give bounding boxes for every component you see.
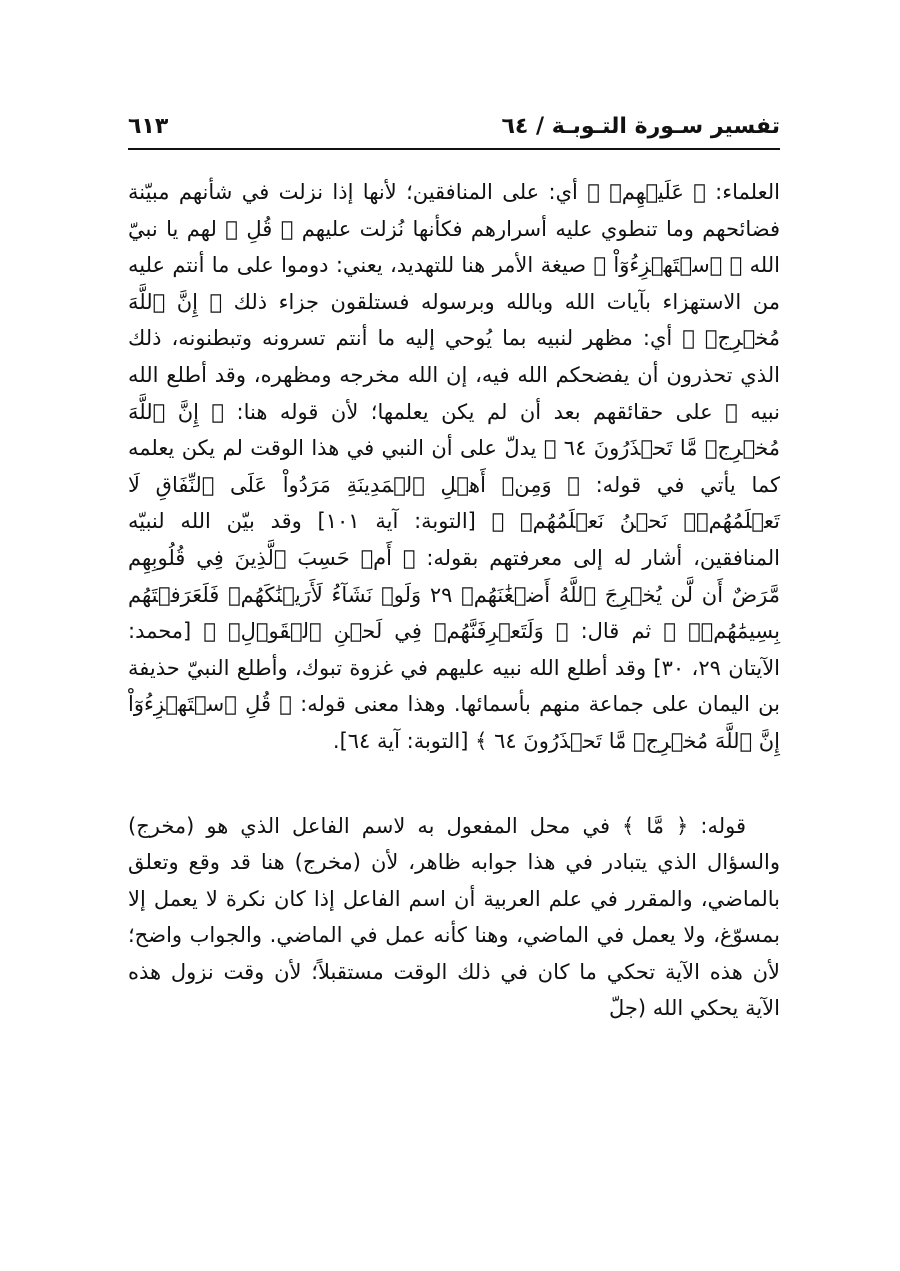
header-divider — [128, 148, 780, 150]
paragraph-2: قوله: ﴿ مَّا ﴾ في محل المفعول به لاسم الفاعل الذي هو (مخرج) والسؤال الذي يتبادر في هذا جوابه ظاهر، لأن (مخرج) هنا قد وقع وتعلق بالماضي، والمقرر في علم العربية أن اسم الفاعل إذا كان نكرة لا يعمل إلا بمسوّغ، ولا يعمل في الماضي، وهنا كأنه عمل في الماضي. والجواب واضح؛ لأن هذه الآية تحكي ما كان في ذلك الوقت مستقبلاً؛ لأن وقت نزول هذه الآية يحكي الله (جلّ — [128, 813, 780, 1021]
running-title: تفسير سـورة التـوبـة / ٦٤ — [501, 114, 780, 139]
book-page — [128, 110, 780, 1027]
running-header — [128, 110, 780, 144]
paragraph-1: العلماء: ﴿ عَلَيۡهِمۡ ﴾ أي: على المنافقين؛ لأنها إذا نزلت في شأنهم مبيّنة فضائحهم وما تنطوي عليه أسرارهم فكأنها نُزلت عليهم ﴿ قُلِ ﴾ لهم يا نبيّ الله ﴿ ٱسۡتَهۡزِءُوٓاْ ﴾ صيغة الأمر هنا للتهديد، يعني: دوموا على ما أنتم عليه من الاستهزاء بآيات الله وبالله وبرسوله فستلقون جزاء ذلك ﴿ إِنَّ ٱللَّهَ مُخۡرِجٞ ﴾ أي: مظهر لنبيه بما يُوحي إليه ما أنتم تسرونه وتبطنونه، ذلك الذي تحذرون أن يفضحكم الله فيه، إن الله مخرجه ومظهره، وقد أطلع الله نبيه ﷺ على حقائقهم بعد أن لم يكن يعلمها؛ لأن قوله هنا: ﴿ إِنَّ ٱللَّهَ مُخۡرِجٞ مَّا تَحۡذَرُونَ ٦٤ ﴾ يدلّ على أن النبي في هذا الوقت لم يكن يعلمه كما يأتي في قوله: ﴿ وَمِنۡ أَهۡلِ ٱلۡمَدِينَةِ مَرَدُواْ عَلَى ٱلنِّفَاقِ لَا تَعۡلَمُهُمۡۖ نَحۡنُ نَعۡلَمُهُمۡ ﴾ [التوبة: آية ١٠١] وقد بيّن الله لنبيّه المنافقين، أشار له إلى معرفتهم بقوله: ﴿ أَمۡ حَسِبَ ٱلَّذِينَ فِي قُلُوبِهِم مَّرَضٌ أَن لَّن يُخۡرِجَ ٱللَّهُ أَضۡغَٰنَهُمۡ ٢٩ وَلَوۡ نَشَآءُ لَأَرَيۡنَٰكَهُمۡ فَلَعَرَفۡتَهُم بِسِيمَٰهُمۡۚ ﴾ ثم قال: ﴿ وَلَتَعۡرِفَنَّهُمۡ فِي لَحۡنِ ٱلۡقَوۡلِۚ ﴾ [محمد: الآيتان ٢٩، ٣٠] وقد أطلع الله نبيه عليهم في غزوة تبوك، وأطلع النبيّ حذيفة بن اليمان على جماعة منهم بأسمائها. وهذا معنى قوله: ﴿ قُلِ ٱسۡتَهۡزِءُوٓاْ إِنَّ ٱللَّهَ مُخۡرِجٞ مَّا تَحۡذَرُونَ ٦٤ ﴾ [التوبة: آية ٦٤]. — [128, 180, 781, 753]
page-number: ٦١٣ — [128, 114, 169, 139]
